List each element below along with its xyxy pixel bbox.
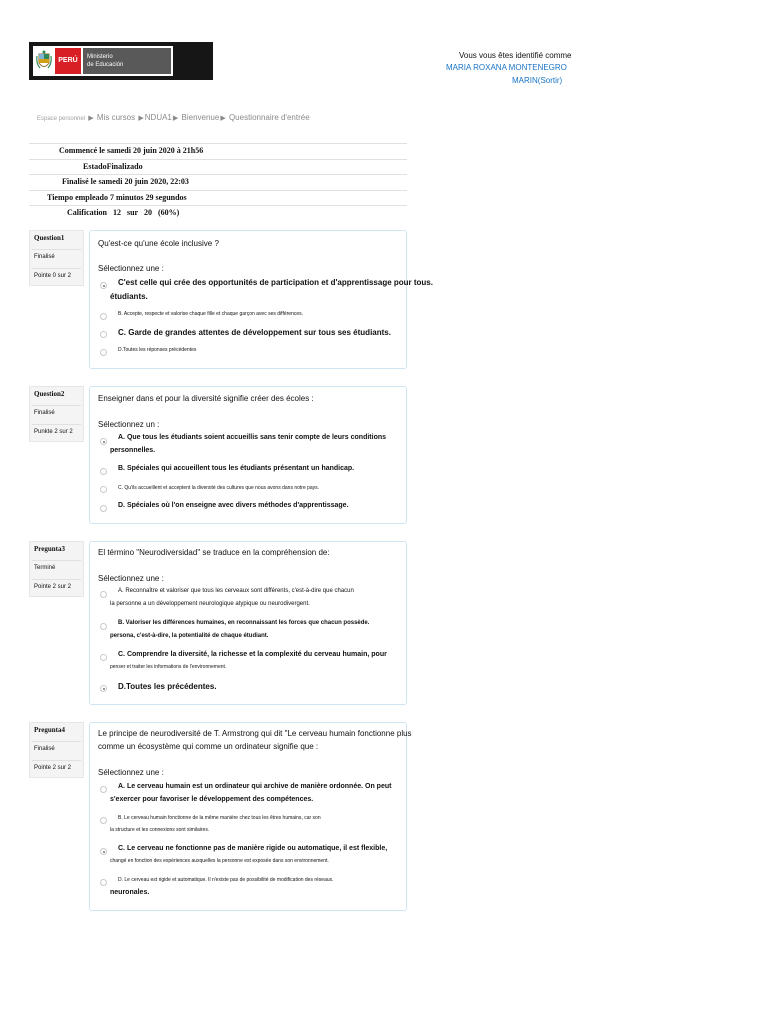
breadcrumb-courses[interactable]: Mis cursos [96, 113, 136, 122]
coat-of-arms-icon [36, 50, 52, 72]
option-text: A. Reconnaître et valoriser que tous les cerveaux sont différents, c'est-à-dire que chacun [118, 588, 354, 594]
question-grade: Punkte 2 sur 2 [34, 429, 73, 435]
option-text-cont: persona, c'est-à-dire, la potentialité de chaque étudiant. [110, 633, 269, 639]
option-text-cont: penser et traiter les informations de l'environnement. [110, 664, 227, 670]
breadcrumb-separator-icon: ▶ [172, 115, 179, 122]
radio-button[interactable] [100, 848, 107, 855]
option-text: B. Le cerveau humain fonctionne de la même manière chez tous les êtres humains, car son [118, 815, 321, 821]
question-info [29, 230, 84, 286]
option-text: C. Comprendre la diversité, la richesse et la complexité du cerveau humain, pour [118, 651, 387, 658]
summary-started: Commencé le samedi 20 juin 2020 à 21h56 [29, 143, 407, 159]
option-text-cont: la structure et les connexions sont similaires. [110, 827, 210, 833]
question-state: Finalisé [34, 746, 55, 752]
option-text: B. Valoriser les différences humaines, en reconnaissant les forces que chacun possède. [118, 620, 370, 626]
radio-button[interactable] [100, 786, 107, 793]
radio-button[interactable] [100, 349, 107, 356]
question-number: Pregunta4 [34, 726, 65, 734]
question-content [89, 230, 433, 369]
radio-button[interactable] [100, 313, 107, 320]
radio-button[interactable] [100, 591, 107, 598]
option-text: A. Le cerveau humain est un ordinateur qui archive de manière ordonnée. On peut [118, 783, 392, 790]
option-text: C. Le cerveau ne fonctionne pas de manière rigide ou automatique, il est flexible, [118, 845, 388, 852]
question-content [89, 722, 412, 911]
question-grade: Pointe 0 sur 2 [34, 273, 72, 279]
option-text: B. Spéciales qui accueillent tous les étudiants présentant un handicap. [118, 465, 355, 472]
question-state: Finalisé [34, 410, 55, 416]
breadcrumb-separator-icon: ▶ [138, 115, 144, 122]
radio-button[interactable] [100, 654, 107, 661]
question-content [89, 386, 407, 524]
question-text: Enseigner dans et pour la diversité signifie créer des écoles : [98, 394, 314, 403]
question-grade: Pointe 2 sur 2 [34, 765, 72, 771]
summary-state: EstadoFinalizado [29, 159, 407, 175]
question-info [29, 722, 84, 778]
breadcrumb-section[interactable]: Bienvenue [181, 113, 220, 122]
question-text: Qu'est-ce qu'une école inclusive ? [98, 239, 219, 248]
select-label: Sélectionnez une : [98, 574, 164, 583]
radio-button[interactable] [100, 438, 107, 445]
user-profile-link[interactable]: MARIA ROXANA MONTENEGRO [446, 63, 567, 72]
option-text: B. Accepte, respecte et valorise chaque fille et chaque garçon avec ses différences. [118, 311, 304, 317]
ministry-line2: de Educación [87, 62, 124, 68]
ministry-line1: Ministerio [87, 54, 113, 60]
select-label: Sélectionnez un : [98, 420, 160, 429]
summary-grade: Calification 12 sur 20 (60%) [29, 205, 407, 221]
option-text-cont: personnelles. [110, 447, 156, 454]
radio-button[interactable] [100, 817, 107, 824]
breadcrumb-separator-icon: ▶ [88, 115, 94, 122]
question-grade: Pointe 2 sur 2 [34, 584, 72, 590]
question-state: Terminé [34, 565, 56, 571]
identity-intro: Vous vous êtes identifié comme [459, 51, 572, 60]
site-logo[interactable] [29, 42, 213, 80]
user-profile-link-continued[interactable] [512, 76, 562, 85]
question-state: Finalisé [34, 254, 55, 260]
question-number: Question1 [34, 234, 65, 242]
question-info [29, 386, 84, 442]
question-text: Le principe de neurodiversité de T. Armstrong qui dit "Le cerveau humain fonctionne plus [98, 729, 412, 738]
option-text: D. Spéciales où l'on enseigne avec divers méthodes d'apprentissage. [118, 502, 349, 509]
peru-badge: PERÚ [55, 48, 81, 74]
ministry-logo [33, 46, 173, 76]
option-text-cont: étudiants. [110, 292, 148, 301]
option-text: C. Qu'ils accueillent et acceptent la diversité des cultures que nous avons dans notre pays. [118, 485, 320, 491]
radio-button[interactable] [100, 505, 107, 512]
option-text: C. Garde de grandes attentes de développement sur tous ses étudiants. [118, 328, 391, 337]
ministry-name [83, 48, 171, 74]
option-text-cont: s'exercer pour favoriser le développement des compétences. [110, 796, 314, 803]
option-text-cont: neuronales. [110, 889, 150, 896]
option-text: D.Toutes les précédentes. [118, 682, 217, 691]
question-content [89, 541, 407, 705]
question-text: El término "Neurodiversidad" se traduce en la compréhension de: [98, 548, 330, 557]
option-text: A. Que tous les étudiants soient accueillis sans tenir compte de leurs conditions [118, 434, 387, 441]
logout-link[interactable]: (Sortir) [537, 76, 563, 85]
radio-button[interactable] [100, 468, 107, 475]
breadcrumb-home[interactable]: Espace personnel [37, 116, 86, 122]
question-text-cont: comme un écosystème qui comme un ordinateur signifie que : [98, 742, 319, 751]
radio-button[interactable] [100, 282, 107, 289]
radio-button[interactable] [100, 685, 107, 692]
select-label: Sélectionnez une : [98, 768, 164, 777]
option-text: D. Le cerveau est rigide et automatique. Il n'existe pas de possibilité de modification des réseaux. [118, 877, 334, 883]
summary-finished: Finalisé le samedi 20 juin 2020, 22:03 [29, 174, 407, 190]
question-number: Pregunta3 [34, 545, 65, 553]
option-text-cont: changé en fonction des expériences auxquelles la personne est exposée dans son environnement. [110, 858, 329, 864]
option-text-cont: la personne a un développement neurologique atypique ou neurodivergent. [110, 601, 310, 607]
select-label: Sélectionnez une : [98, 264, 164, 273]
summary-time: Tiempo empleado 7 minutos 29 segundos [29, 190, 407, 206]
radio-button[interactable] [100, 331, 107, 338]
breadcrumb-separator-icon: ▶ [220, 115, 226, 122]
option-text: D.Toutes les réponses précédentes [118, 347, 197, 353]
question-number: Question2 [34, 390, 65, 398]
question-info [29, 541, 84, 597]
attempt-summary [29, 143, 407, 221]
radio-button[interactable] [100, 623, 107, 630]
breadcrumb-current[interactable]: Questionnaire d'entrée [228, 113, 310, 122]
radio-button[interactable] [100, 879, 107, 886]
user-name-part2[interactable]: MARIN [512, 76, 538, 85]
radio-button[interactable] [100, 486, 107, 493]
breadcrumb-course[interactable]: NDUA1 [144, 113, 172, 122]
option-text: C'est celle qui crée des opportunités de participation et d'apprentissage pour tous. [118, 278, 433, 287]
breadcrumb [37, 113, 310, 122]
